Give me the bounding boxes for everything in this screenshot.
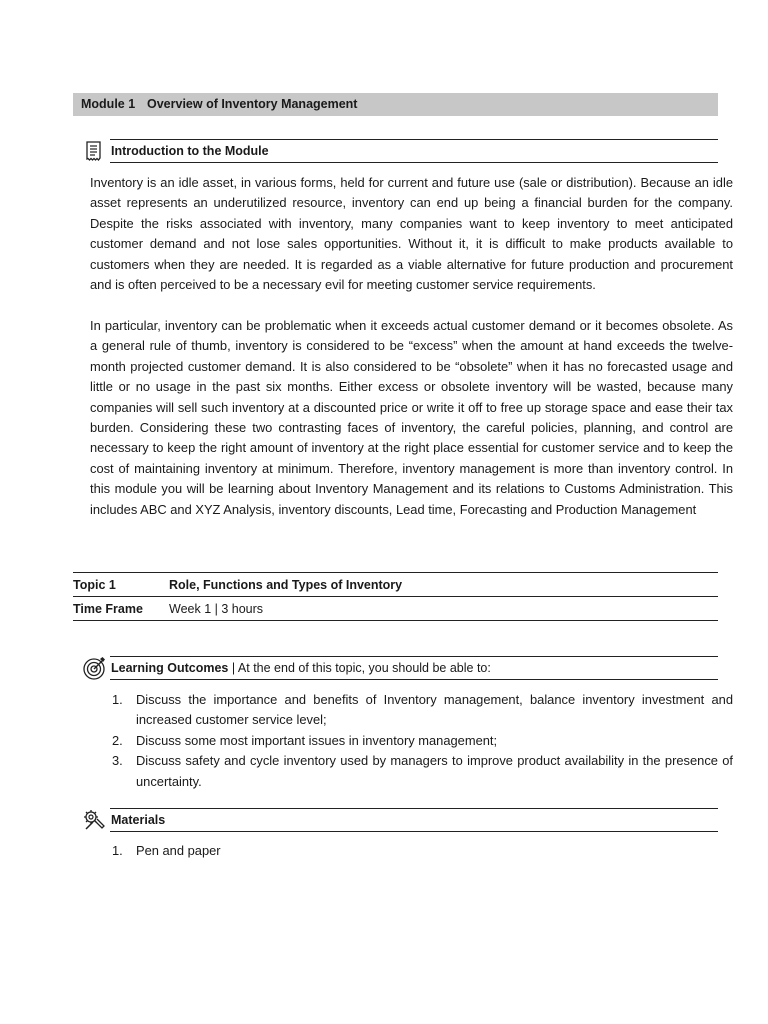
materials-section-header xyxy=(82,808,718,832)
list-number: 1. xyxy=(112,843,123,858)
module-header xyxy=(73,93,718,116)
timeframe-label: Time Frame xyxy=(73,597,169,621)
outcomes-subheading: | At the end of this topic, you should be able to: xyxy=(231,661,491,675)
list-number: 1. xyxy=(112,692,123,707)
module-title: Overview of Inventory Management xyxy=(147,97,358,111)
materials-heading: Materials xyxy=(111,813,166,827)
list-text: Discuss safety and cycle inventory used by managers to improve product availability in the presence of uncertainty. xyxy=(136,753,733,789)
tools-gear-icon xyxy=(82,808,106,832)
target-icon xyxy=(82,656,106,680)
outcomes-heading: Learning Outcomes xyxy=(111,661,229,675)
topic-label: Topic 1 xyxy=(73,573,169,597)
list-item xyxy=(90,751,733,792)
list-item xyxy=(90,841,733,861)
list-item xyxy=(90,731,733,751)
timeframe-value: Week 1 | 3 hours xyxy=(169,597,718,621)
list-number: 3. xyxy=(112,753,123,769)
topic-row xyxy=(73,573,718,597)
intro-section-header xyxy=(82,139,718,163)
topic-table xyxy=(73,572,718,621)
list-item xyxy=(90,690,733,731)
intro-paragraph-1: Inventory is an idle asset, in various forms, held for current and future use (sale or distribution). Because an idle asset represents an underutilized resource, inventory can end up being a financial burden for the company. Despite the risks associated with inventory, many companies want to keep inventory to meet anticipated customer demand and not lose sales opportunities. Without it, it is difficult to make products available to customers when they are needed. It is regarded as a viable alternative for future production and procurement and is often perceived to be a necessary evil for meeting customer service requirements. xyxy=(90,175,733,293)
list-text: Discuss the importance and benefits of Inventory management, balance inventory investment and increased customer service level; xyxy=(136,692,733,728)
list-text: Discuss some most important issues in inventory management; xyxy=(136,732,498,748)
outcomes-list xyxy=(90,690,733,792)
rule xyxy=(110,831,718,832)
outcomes-section-header xyxy=(82,656,718,680)
timeframe-row xyxy=(73,597,718,621)
module-number: Module 1 xyxy=(81,97,136,111)
scroll-document-icon xyxy=(82,139,106,163)
topic-title: Role, Functions and Types of Inventory xyxy=(169,573,718,597)
intro-heading: Introduction to the Module xyxy=(111,144,269,158)
list-number: 2. xyxy=(112,732,123,748)
rule xyxy=(110,808,718,809)
list-text: Pen and paper xyxy=(136,843,221,858)
outcomes-heading-line xyxy=(111,656,491,680)
materials-list xyxy=(90,841,733,861)
intro-paragraph-2: In particular, inventory can be problematic when it exceeds actual customer demand or it becomes obsolete. As a general rule of thumb, inventory is considered to be “excess” when the amount at hand exceeds the twelve-month projected customer demand. It is also considered to be “obsolete” when it has no forecasted usage and little or no usage in the past six months. Either excess or obsolete inventory will be wasted, because many companies will sell such inventory at a discounted price or write it off to free up storage space and ease their tax burden. Considering these two contrasting faces of inventory, the careful policies, planning, and control are necessary to keep the right amount of inventory at the right place essential for customer service and to keep the cost of maintaining inventory at minimum. Therefore, inventory management is more than inventory control. In this module you will be learning about Inventory Management and its relations to Customs Administration. This includes ABC and XYZ Analysis, inventory discounts, Lead time, Forecasting and Production Management xyxy=(90,318,733,517)
